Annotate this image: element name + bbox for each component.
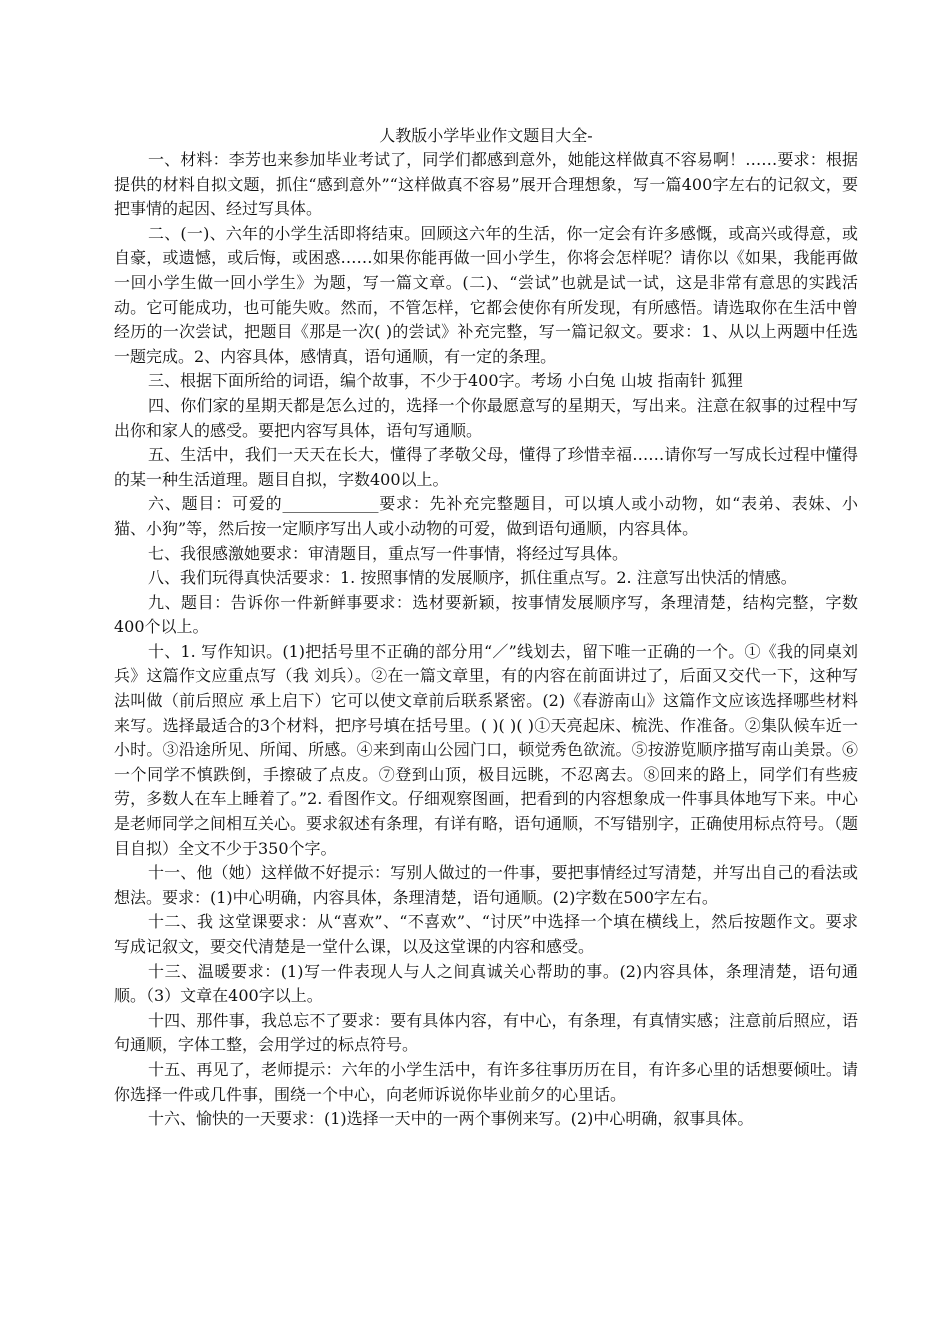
paragraph-1: 一、材料：李芳也来参加毕业考试了，同学们都感到意外，她能这样做真不容易啊！……要求：根据提供的材料自拟文题，抓住“感到意外”“这样做真不容易”展开合理想象，写一篇400字左右的记叙文，要把事情的起因、经过写具体。 [114,150,858,219]
paragraph-5: 五、生活中，我们一天天在长大，懂得了孝敬父母，懂得了珍惜幸福……请你写一写成长过程中懂得的某一种生活道理。题目自拟，字数400以上。 [114,445,858,489]
paragraph-4: 四、你们家的星期天都是怎么过的，选择一个你最愿意写的星期天，写出来。注意在叙事的过程中写出你和家人的感受。要把内容写具体，语句写通顺。 [114,395,858,440]
paragraph-14: 十四、那件事，我总忘不了要求：要有具体内容，有中心，有条理，有真情实感；注意前后照应，语句通顺，字体工整，会用学过的标点符号。 [114,1010,858,1055]
document-page [114,124,858,1132]
paragraph-16: 十六、愉快的一天要求：(1)选择一天中的一两个事例来写。(2)中心明确，叙事具体。 [148,1109,754,1129]
paragraph-2: 二、(一)、六年的小学生活即将结束。回顾这六年的生活，你一定会有许多感慨，或高兴或得意，或自豪，或遗憾，或后悔，或困惑……如果你能再做一回小学生，你将会怎样呢？请你以《如果，我能再做一回小学生做一回小学生》为题，写一篇文章。(二)、“尝试”也就是试一试，这是非常有意思的实践活动。它可能成功，也可能失败。然而，不管怎样，它都会使你有所发现，有所感悟。请选取你在生活中曾经历的一次尝试，把题目《那是一次( )的尝试》补充完整，写一篇记叙文。要求：1、从以上两题中任选一题完成。2、内容具体，感情真，语句通顺，有一定的条理。 [114,223,858,366]
paragraph-3: 三、根据下面所给的词语，编个故事，不少于400字。考场 小白兔 山坡 指南针 狐狸 [148,371,743,391]
document-title: 人教版小学毕业作文题目大全- [379,126,593,145]
paragraph-9: 九、题目：告诉你一件新鲜事要求：选材要新颖，按事情发展顺序写，条理清楚，结构完整，字数400个以上。 [114,592,858,637]
paragraph-12: 十二、我 这堂课要求：从“喜欢”、“不喜欢”、“讨厌”中选择一个填在横线上，然后按题作文。要求写成记叙文，要交代清楚是一堂什么课，以及这堂课的内容和感受。 [114,912,858,956]
paragraph-13: 十三、温暖要求：(1)写一件表现人与人之间真诚关心帮助的事。(2)内容具体，条理清楚，语句通顺。（3）文章在400字以上。 [114,961,858,1006]
paragraph-10: 十、1. 写作知识。(1)把括号里不正确的部分用“／”线划去，留下唯一正确的一个。①《我的同桌刘兵》这篇作文应重点写（我 刘兵）。②在一篇文章里，有的内容在前面讲过了，后面又交代一下，这种写法叫做（前后照应 承上启下）它可以使文章前后联系紧密。(2)《春游南山》这篇作文应该选择哪些材料来写。选择最适合的3个材料，把序号填在括号里。( )( )( )①天亮起床、梳洗、作准备。②集队候车近一小时。③沿途所见、所闻、所感。④来到南山公园门口，顿觉秀色欲流。⑤按游览顺序描写南山美景。⑥一个同学不慎跌倒，手擦破了点皮。⑦登到山顶，极目远眺，不忍离去。⑧回来的路上，同学们有些疲劳，多数人在车上睡着了。”2. 看图作文。仔细观察图画，把看到的内容想象成一件事具体地写下来。中心是老师同学之间相互关心。要求叙述有条理，有详有略，语句通顺，不写错别字，正确使用标点符号。（题目自拟）全文不少于350个字。 [114,641,859,858]
paragraph-6: 六、题目：可爱的____________要求：先补充完整题目，可以填人或小动物，如“表弟、表妹、小猫、小狗”等，然后按一定顺序写出人或小动物的可爱，做到语句通顺，内容具体。 [114,494,858,538]
paragraph-11: 十一、他（她）这样做不好提示：写别人做过的一件事，要把事情经过写清楚，并写出自己的看法或想法。要求：(1)中心明确，内容具体，条理清楚，语句通顺。(2)字数在500字左右。 [114,863,858,907]
paragraph-15: 十五、再见了，老师提示：六年的小学生活中，有许多往事历历在目，有许多心里的话想要倾吐。请你选择一件或几件事，围绕一个中心，向老师诉说你毕业前夕的心里话。 [114,1059,858,1104]
paragraph-7: 七、我很感激她要求：审清题目，重点写一件事情，将经过写具体。 [148,543,629,563]
paragraph-8: 八、我们玩得真快活要求：1. 按照事情的发展顺序，抓住重点写。2. 注意写出快活的情感。 [148,568,797,588]
